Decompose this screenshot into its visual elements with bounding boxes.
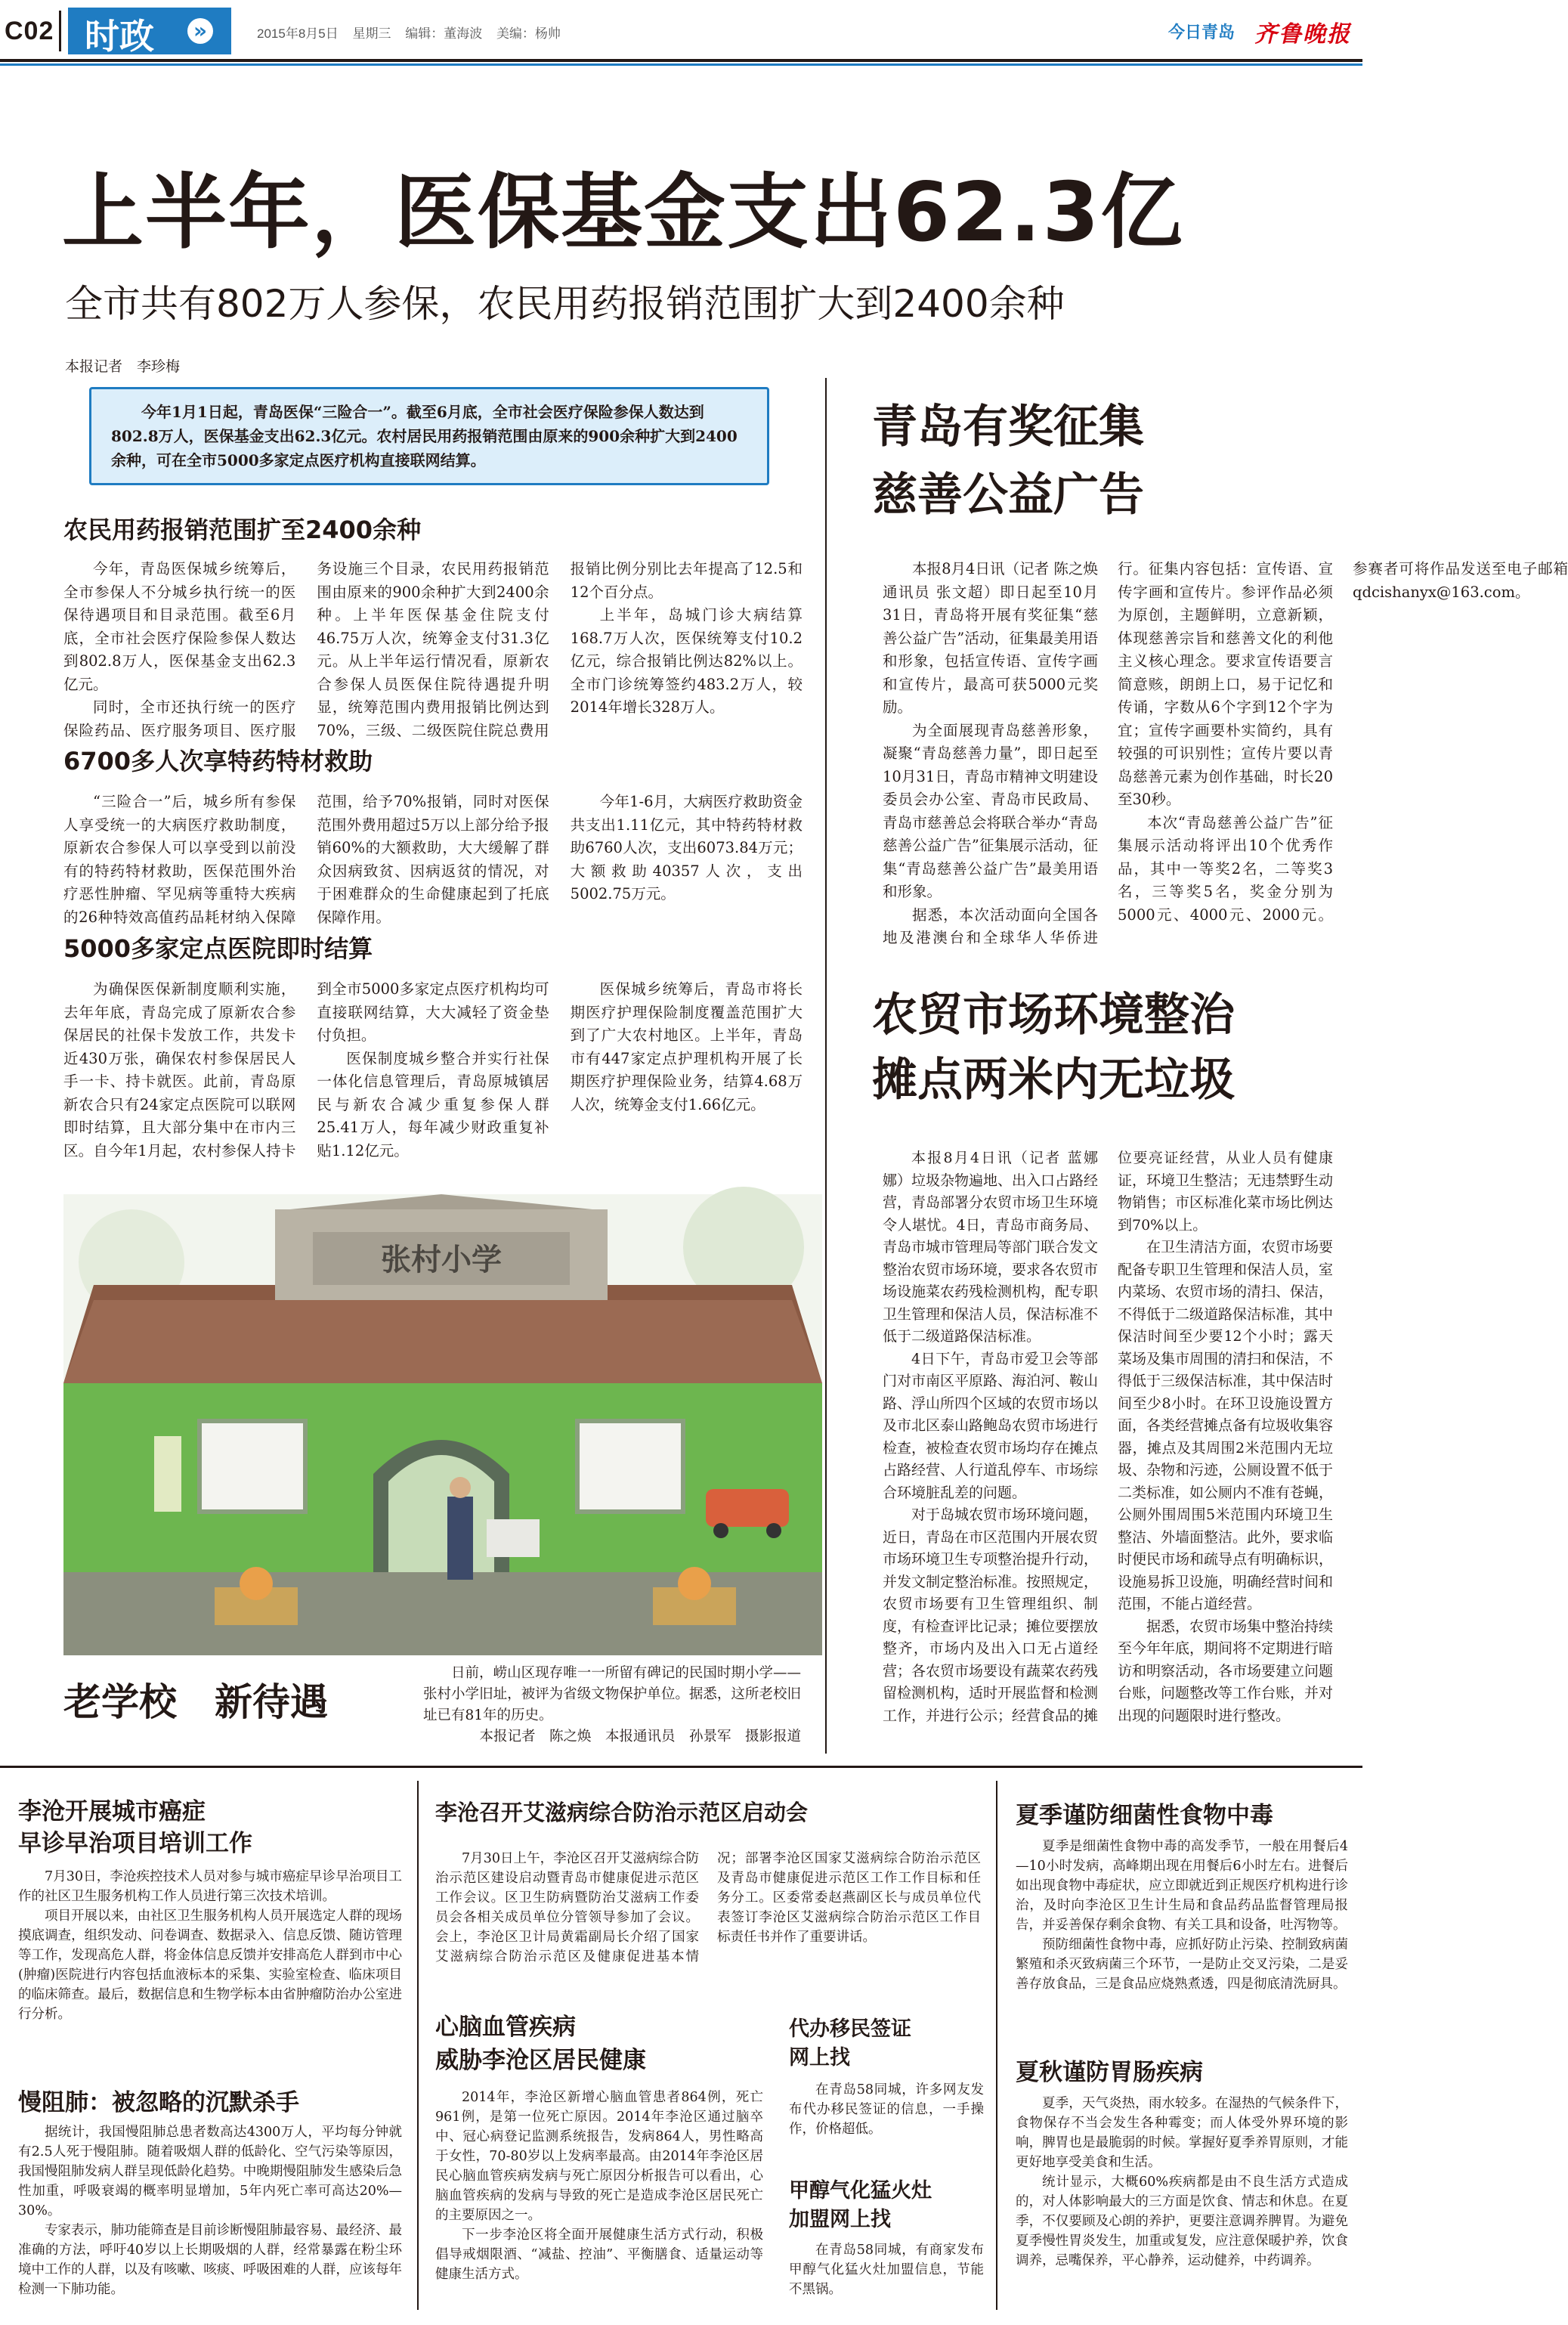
cancer-title-line1: 李沧开展城市癌症: [18, 1798, 206, 1825]
paragraph: 本报8月4日讯（记者 蓝娜娜）垃圾杂物遍地、出入口占路经营，青岛部署分农贸市场卫生环境令人堪忧。4日，青岛市商务局、青岛市城市管理局等部门联合发文整治农贸市场环境，要求各农贸市场设施菜农药残检测机构，配专职卫生管理和保洁人员，保洁标准不低于二级道路保洁标准。: [883, 1150, 1099, 1345]
header-rule: [0, 59, 1362, 62]
paragraph: 为全面展现青岛慈善形象，凝聚“青岛慈善力量”，即日起至10月31日，青岛市精神文明建设委员会办公室、青岛市民政局、青岛市慈善总会将联合举办“青岛慈善公益广告”征集展示活动，征集“青岛慈善公益广告”最美用语和形象。: [883, 721, 1098, 900]
cancer-title-line2: 早诊早治项目培训工作: [18, 1830, 252, 1857]
paragraph: 在青岛58同城，有商家发布甲醇气化猛火灶加盟信息，节能不黑锅。: [789, 2243, 984, 2297]
charity-headline: [872, 393, 1144, 529]
market-headline-line1: 农贸市场环境整治: [872, 989, 1235, 1042]
cancer-title: [18, 1796, 252, 1859]
paragraph: 统计显示，大概60%疾病都是由不良生活方式造成的，对人体影响最大的三方面是饮食、情志和休息。在夏季，不仅要顾及心朗的养护，更要注意调养脾胃。为避免夏季慢性胃炎发生，加重或复发，应注意保暖护养，饮食调养，忌嘴保养，平心静养，运动健养，中药调养。: [1016, 2175, 1348, 2268]
paragraph: 下一步李沧区将全面开展健康生活方式行动，积极倡导戒烟限酒、“减盐、控油”、平衡膳食、适量运动等健康生活方式。: [435, 2227, 763, 2282]
market-headline: [872, 983, 1235, 1113]
paragraph: 本次“青岛慈善公益广告”征集展示活动将评出10个优秀作品，其中一等奖2名，二等奖3名，三等奖5名，奖金分别为5000元、4000元、2000元。参赛者可将作品发送至电子邮箱qdcishanyx@163.com。: [1118, 560, 1568, 924]
paragraph: 医保制度城乡整合并实行社保一体化信息管理后，青岛原城镇居民与新农合减少重复参保人群25.41万人，每年减少财政重复补贴1.12亿元。: [317, 1049, 549, 1159]
paragraph: 据统计，我国慢阻肺总患者数高达4300万人，平均每分钟就有2.5人死于慢阻肺。随着吸烟人群的低龄化、空气污染等原因，我国慢阻肺发病人群呈现低龄化趋势。中晚期慢阻肺发生感染后急性加重，呼吸衰竭的概率明显增加，5年内死亡率可高达20%—30%。: [18, 2125, 402, 2218]
paper-logo: 齐鲁晚报: [1254, 21, 1351, 48]
heart-title-line1: 心脑血管疾病: [435, 2014, 576, 2041]
issue-weekday: 星期三: [352, 26, 391, 41]
paragraph: 夏季是细菌性食物中毒的高发季节，一般在用餐后4—10小时发病，高峰期出现在用餐后6小时左右。进餐后如出现食物中毒症状，应立即就近到正规医疗机构进行诊治，及时向李沧区卫生计生局和食品药品监督管理局报告，并妥善保存剩余食物、有关工具和设备，吐泻物等。: [1016, 1839, 1348, 1933]
lead-subhead: 全市共有802万人参保，农民用药报销范围扩大到2400余种: [65, 282, 1065, 326]
photo-title: 老学校 新待遇: [63, 1680, 328, 1724]
bottom-strip-rule: [0, 1766, 1362, 1768]
methanol-title-line2: 加盟网上找: [789, 2208, 891, 2231]
page-number: C02: [5, 17, 54, 45]
issue-designer: 美编：杨帅: [496, 26, 561, 41]
paragraph: 项目开展以来，由社区卫生服务机构人员开展选定人群的现场摸底调查，组织发动、问卷调查、数据录入、信息反馈、随访管理等工作，发现高危人群，将金体信息反馈并安排高危人群到市中心(肿瘤)医院进行内容包括血液标本的采集、实验室检查、临床项目的临床筛查。最后，数据信息和生物学标本由省肿瘤防治办公室进行分析。: [18, 1909, 402, 2022]
school-photo: [63, 1194, 822, 1655]
paragraph: 在卫生清洁方面，农贸市场要配备专职卫生管理和保洁人员，室内菜场、农贸市场的清扫、保洁，不得低于二级道路保洁标准，其中保洁时间至少要12个小时；露天菜场及集市周围的清扫和保洁，不得低于三级保洁标准，其中保洁时间至少8小时。在环卫设施设置方面，各类经营摊点备有垃圾收集容器，摊点及其周围2米范围内无垃圾、杂物和污迹，公厕设置不低于二类标准，如公厕内不准有苍蝇，公厕外围周围5米范围内环境卫生整洁、外墙面整洁。此外，要求临时便民市场和疏导点有明确标识，设施易拆卫设施，明确经营时间和范围，不能占道经营。: [1118, 1239, 1334, 1612]
lead-summary: 今年1月1日起，青岛医保“三险合一”。截至6月底，全市社会医疗保险参保人数达到802.8万人，医保基金支出62.3亿元。农村居民用药报销范围由原来的900余种扩大到2400余种，可在全市5000多家定点医疗机构直接联网结算。: [111, 403, 738, 469]
section-label: 时政: [85, 16, 154, 57]
copd-body: [18, 2122, 402, 2299]
lead-section-2-title: 6700多人次享特药特材救助: [63, 747, 373, 776]
paragraph: 7月30日上午，李沧区召开艾滋病综合防治示范区建设启动暨青岛市健康促进示范区工作会议。区卫生防病暨防治艾滋病工作委员会各相关成员单位分管领导参加了会议。会上，李沧区卫计局黄霜副局长介绍了国家艾滋病综合防治示范区及健康促进基本情况；部署李沧区国家艾滋病综合防治示范区及青岛市健康促进示范区工作工作目标和任务分工。区委常委赵燕副区长与成员单位代表签订李沧区艾滋病综合防治示范区工作目标责任书并作了重要讲话。: [435, 1851, 981, 1964]
paragraph: 本报8月4日讯（记者 陈之焕 通讯员 张文超）即日起至10月31日，青岛将开展有奖征集“慈善公益广告”活动，征集最美用语和形象，包括宣传语、宣传字画和宣传片，最高可获5000元奖励。: [883, 560, 1098, 716]
migrant-title-line2: 网上找: [789, 2046, 850, 2070]
paragraph: 今年1-6月，大病医疗救助资金共支出1.11亿元，其中特药特材救助6760人次，支出6073.84万元；大额救助40357人次，支出5002.75万元。: [570, 793, 803, 902]
lead-summary-box: [89, 387, 769, 485]
paragraph: 今年，青岛医保城乡统筹后，全市参保人不分城乡执行统一的医保待遇项目和目录范围。截至6月底，全市社会医疗保险参保人数达到802.8万人，医保基金支出62.3亿元。: [63, 560, 296, 693]
column-divider: [825, 378, 827, 1754]
paragraph: 专家表示，肺功能筛查是目前诊断慢阻肺最容易、最经济、最准确的方法，呼吁40岁以上长期吸烟的人群，经常暴露在粉尘环境中工作的人群，以及有咳嗽、咳痰、呼吸困难的人群，应该每年检测一下肺功能。: [18, 2223, 402, 2297]
methanol-title: [789, 2177, 932, 2234]
paragraph: 同时，全市还执行统一的医疗保险药品、医疗服务项目、医疗服务设施三个目录，农民用药报销范围由原来的900余种扩大到2400余种。上半年医保基金住院支付46.75万人次，统筹金支付31.3亿元。从上半年运行情况看，原新农合参保人员医保住院待遇提升明显，统筹范围内费用报销比例达到70%，三级、二级医院住院总费用报销比例分别比去年提高了12.5和12个百分点。: [63, 560, 803, 739]
paragraph: 夏季，天气炎热，雨水较多。在湿热的气候条件下，食物保存不当会发生各种霉变；而人体受外界环境的影响，脾胃也是最脆弱的时候。掌握好夏季养胃原则，才能更好地享受美食和生活。: [1016, 2096, 1348, 2170]
paragraph: 7月30日，李沧疾控技术人员对参与城市癌症早诊早治项目工作的社区卫生服务机构工作人员进行第三次技术培训。: [18, 1869, 402, 1904]
aids-title: 李沧召开艾滋病综合防治示范区启动会: [435, 1800, 809, 1825]
market-headline-line2: 摊点两米内无垃圾: [872, 1054, 1235, 1107]
methanol-title-line1: 甲醇气化猛火灶: [789, 2179, 932, 2203]
summer-body: [1016, 1837, 1348, 1994]
lead-section-3-body: [63, 978, 803, 1164]
paragraph: 对于岛城农贸市场环境问题，近日，青岛在市区范围内开展农贸市场环境卫生专项整治提升行动，并发文制定整治标准。按照规定，农贸市场要有卫生管理组织、制度，有检查评比记录；摊位要摆放整齐，市场内及出入口无占道经营；各农贸市场要设有蔬菜农药残留检测机构，适时开展监督和检测工作，并进行公示；经营食品的摊位要亮证经营，从业人员有健康证，环境卫生整洁；无违禁野生动物销售；市区标准化菜市场比例达到70%以上。: [883, 1150, 1334, 1724]
paragraph: 据悉，本次活动面向全国各地及港澳台和全球华人华侨进行。征集内容包括：宣传语、宣传字画和宣传片。参评作品必须为原创，主题鲜明，立意新颖，体现慈善宗旨和慈善文化的利他主义核心理念。要求宣传语要言简意赅，朗朗上口，易于记忆和传诵，字数从6个字到12个字为宜；宣传字画要朴实简约，具有较强的可识别性；宣传片要以青岛慈善元素为创作基础，时长20至30秒。: [883, 560, 1333, 946]
autumn-body: [1016, 2094, 1348, 2271]
section-tag: [68, 8, 231, 57]
summer-title: 夏季谨防细菌性食物中毒: [1016, 1802, 1273, 1829]
paragraph: 预防细菌性食物中毒，应抓好防止污染、控制致病菌繁殖和杀灭致病菌三个环节，一是防止交叉污染，二是妥善存放食品，三是食品应烧熟煮透，四是彻底清洗厨具。: [1016, 1937, 1348, 1992]
lead-section-3-title: 5000多家定点医院即时结算: [63, 934, 373, 963]
methanol-body: [789, 2240, 984, 2299]
heart-title-line2: 威胁李沧区居民健康: [435, 2047, 646, 2074]
paragraph: 为确保医保新制度顺利实施，去年年底，青岛完成了原新农合参保居民的社保卡发放工作，共发卡近430万张，确保农村参保居民人手一卡、持卡就医。此前，青岛原新农合只有24家定点医院可以联网即时结算，且大部分集中在市内三区。自今年1月起，农村参保人持卡到全市5000多家定点医疗机构均可直接联网结算，大大减轻了资金垫付负担。: [63, 980, 549, 1159]
migrant-title-line1: 代办移民签证: [789, 2017, 911, 2041]
autumn-title: 夏秋谨防胃肠疾病: [1016, 2059, 1203, 2086]
lead-section-1-title: 农民用药报销范围扩至2400余种: [63, 515, 422, 544]
aids-body: [435, 1849, 981, 2005]
issue-editor: 编辑：董海波: [405, 26, 483, 41]
cancer-body: [18, 1867, 402, 2024]
school-building-illustration: [63, 1194, 822, 1655]
issue-date: 2015年8月5日: [257, 26, 339, 41]
lead-section-2-body: [63, 791, 803, 931]
paragraph: 上半年，岛城门诊大病结算168.7万人次，医保统筹支付10.2亿元，综合报销比例达82%以上。全市门诊统筹签约483.2万人，较2014年增长328万人。: [570, 606, 803, 716]
photo-caption-text: 日前，崂山区现存唯一一所留有碑记的民国时期小学——张村小学旧址，被评为省级文物保护单位。据悉，这所老校旧址已有81年的历史。: [423, 1665, 801, 1723]
bottom-divider-2: [996, 1781, 997, 2310]
market-body: [883, 1147, 1333, 1782]
edition-label: 今日青岛: [1168, 23, 1236, 42]
migrant-title: [789, 2015, 911, 2073]
paragraph: “三险合一”后，城乡所有参保人享受统一的大病医疗救助制度，原新农合参保人可以享受到以前没有的特药特材救助，医保范围外治疗恶性肿瘤、罕见病等重特大疾病的26种特效高值药品耗材纳入保障范围，给予70%报销，同时对医保范围外费用超过5万以上部分给予报销60%的大额救助，大大缓解了群众因病致贫、因病返贫的情况，对于困难群众的生命健康起到了托底保障作用。: [63, 793, 549, 926]
photo-caption: [423, 1663, 801, 1748]
header-rule-blue: [0, 63, 1362, 66]
paragraph: 4日下午，青岛市爱卫会等部门对市南区平原路、海泊河、鞍山路、浮山所四个区域的农贸市场以及市北区泰山路鲍岛农贸市场进行检查，被检查农贸市场均存在摊点占路经营、人行道乱停车、市场综合环境脏乱差的问题。: [883, 1350, 1099, 1501]
photo-credit: 本报记者 陈之焕 本报通讯员 孙景军 摄影报道: [479, 1729, 801, 1745]
header-divider: [59, 11, 61, 51]
issue-info: [257, 23, 561, 42]
charity-headline-line2: 慈善公益广告: [872, 469, 1144, 522]
migrant-body: [789, 2080, 984, 2139]
lead-section-1-body: [63, 558, 803, 744]
heart-body: [435, 2088, 763, 2284]
charity-body: [883, 558, 1568, 954]
paragraph: 医保城乡统筹后，青岛市将长期医疗护理保险制度覆盖范围扩大到了广大农村地区。上半年，青岛市有447家定点护理机构开展了长期医疗护理保险业务，结算4.68万人次，统筹金支付1.66亿元。: [570, 980, 803, 1113]
paragraph: 2014年，李沧区新增心脑血管患者864例，死亡961例，是第一位死亡原因。2014年李沧区通过脑卒中、冠心病登记监测系统报告，发病864人，男性略高于女性，70-80岁以上发病率最高。由2014年李沧区居民心脑血管疾病发病与死亡原因分析报告可以看出，心脑血管疾病的发病与导致的死亡是造成李沧区居民死亡的主要原因之一。: [435, 2090, 763, 2223]
paragraph: 在青岛58同城，许多网友发布代办移民签证的信息，一手操作，价格超低。: [789, 2082, 984, 2137]
page-header: [0, 0, 1362, 63]
charity-headline-line1: 青岛有奖征集: [872, 401, 1144, 454]
heart-title: [435, 2011, 646, 2077]
lead-byline: 本报记者 李珍梅: [65, 358, 181, 375]
bottom-divider-1: [417, 1781, 419, 2310]
paragraph: 据悉，农贸市场集中整治持续至今年年底，期间将不定期进行暗访和明察活动，各市场要建立问题台账，问题整改等工作台账，并对出现的问题限时进行整改。: [1118, 1618, 1334, 1724]
copd-title: 慢阻肺：被忽略的沉默杀手: [18, 2089, 299, 2116]
chevron-right-icon: »: [187, 18, 213, 44]
lead-headline: 上半年，医保基金支出62.3亿: [62, 166, 1184, 260]
school-sign-text: 张村小学: [381, 1242, 502, 1277]
